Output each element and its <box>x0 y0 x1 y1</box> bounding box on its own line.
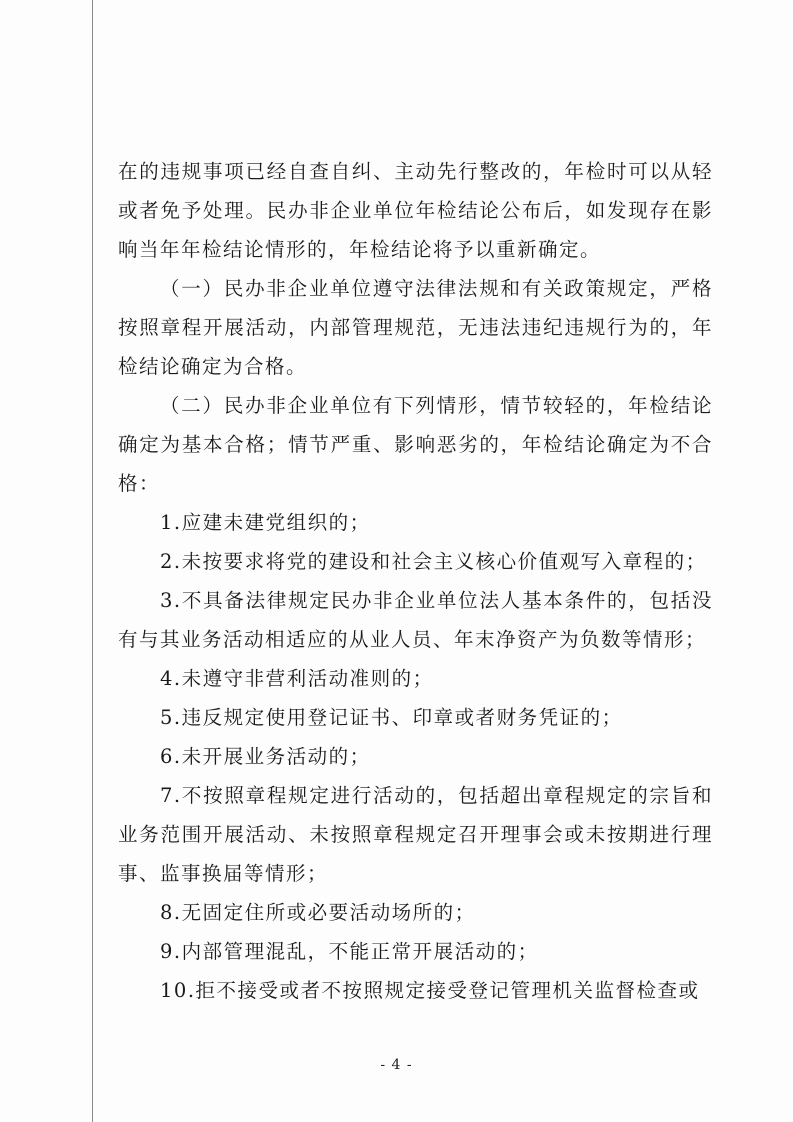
list-item-8: 8.无固定住所或必要活动场所的； <box>160 901 476 924</box>
list-item-9: 9.内部管理混乱，不能正常开展活动的； <box>160 940 539 963</box>
list-item-6: 6.未开展业务活动的； <box>160 745 371 768</box>
document-body <box>118 152 713 1010</box>
paragraph-clause-1: （一）民办非企业单位遵守法律法规和有关政策规定，严格按照章程开展活动，内部管理规范，无违法违纪违规行为的，年检结论确定为合格。 <box>118 277 713 378</box>
list-item-7: 7.不按照章程规定进行活动的，包括超出章程规定的宗旨和业务范围开展活动、未按照章程规定召开理事会或未按期进行理事、监事换届等情形； <box>118 784 713 885</box>
page-number: - 4 - <box>380 1057 413 1073</box>
list-item-10: 10.拒不接受或者不按照规定接受登记管理机关监督检查或 <box>160 979 700 1002</box>
list-item-4: 4.未遵守非营利活动准则的； <box>160 667 434 690</box>
binding-margin-line <box>92 0 93 1122</box>
list-item-5: 5.违反规定使用登记证书、印章或者财务凭证的； <box>160 706 623 729</box>
list-item-2: 2.未按要求将党的建设和社会主义核心价值观写入章程的； <box>160 550 707 573</box>
list-item-1: 1.应建未建党组织的； <box>160 511 371 534</box>
paragraph-continuation: 在的违规事项已经自查自纠、主动先行整改的，年检时可以从轻或者免予处理。民办非企业单位年检结论公布后，如发现存在影响当年年检结论情形的，年检结论将予以重新确定。 <box>118 160 713 261</box>
paragraph-clause-2: （二）民办非企业单位有下列情形，情节较轻的，年检结论确定为基本合格；情节严重、影响恶劣的，年检结论确定为不合格： <box>118 394 713 495</box>
list-item-3: 3.不具备法律规定民办非企业单位法人基本条件的，包括没有与其业务活动相适应的从业人员、年末净资产为负数等情形； <box>118 589 713 651</box>
